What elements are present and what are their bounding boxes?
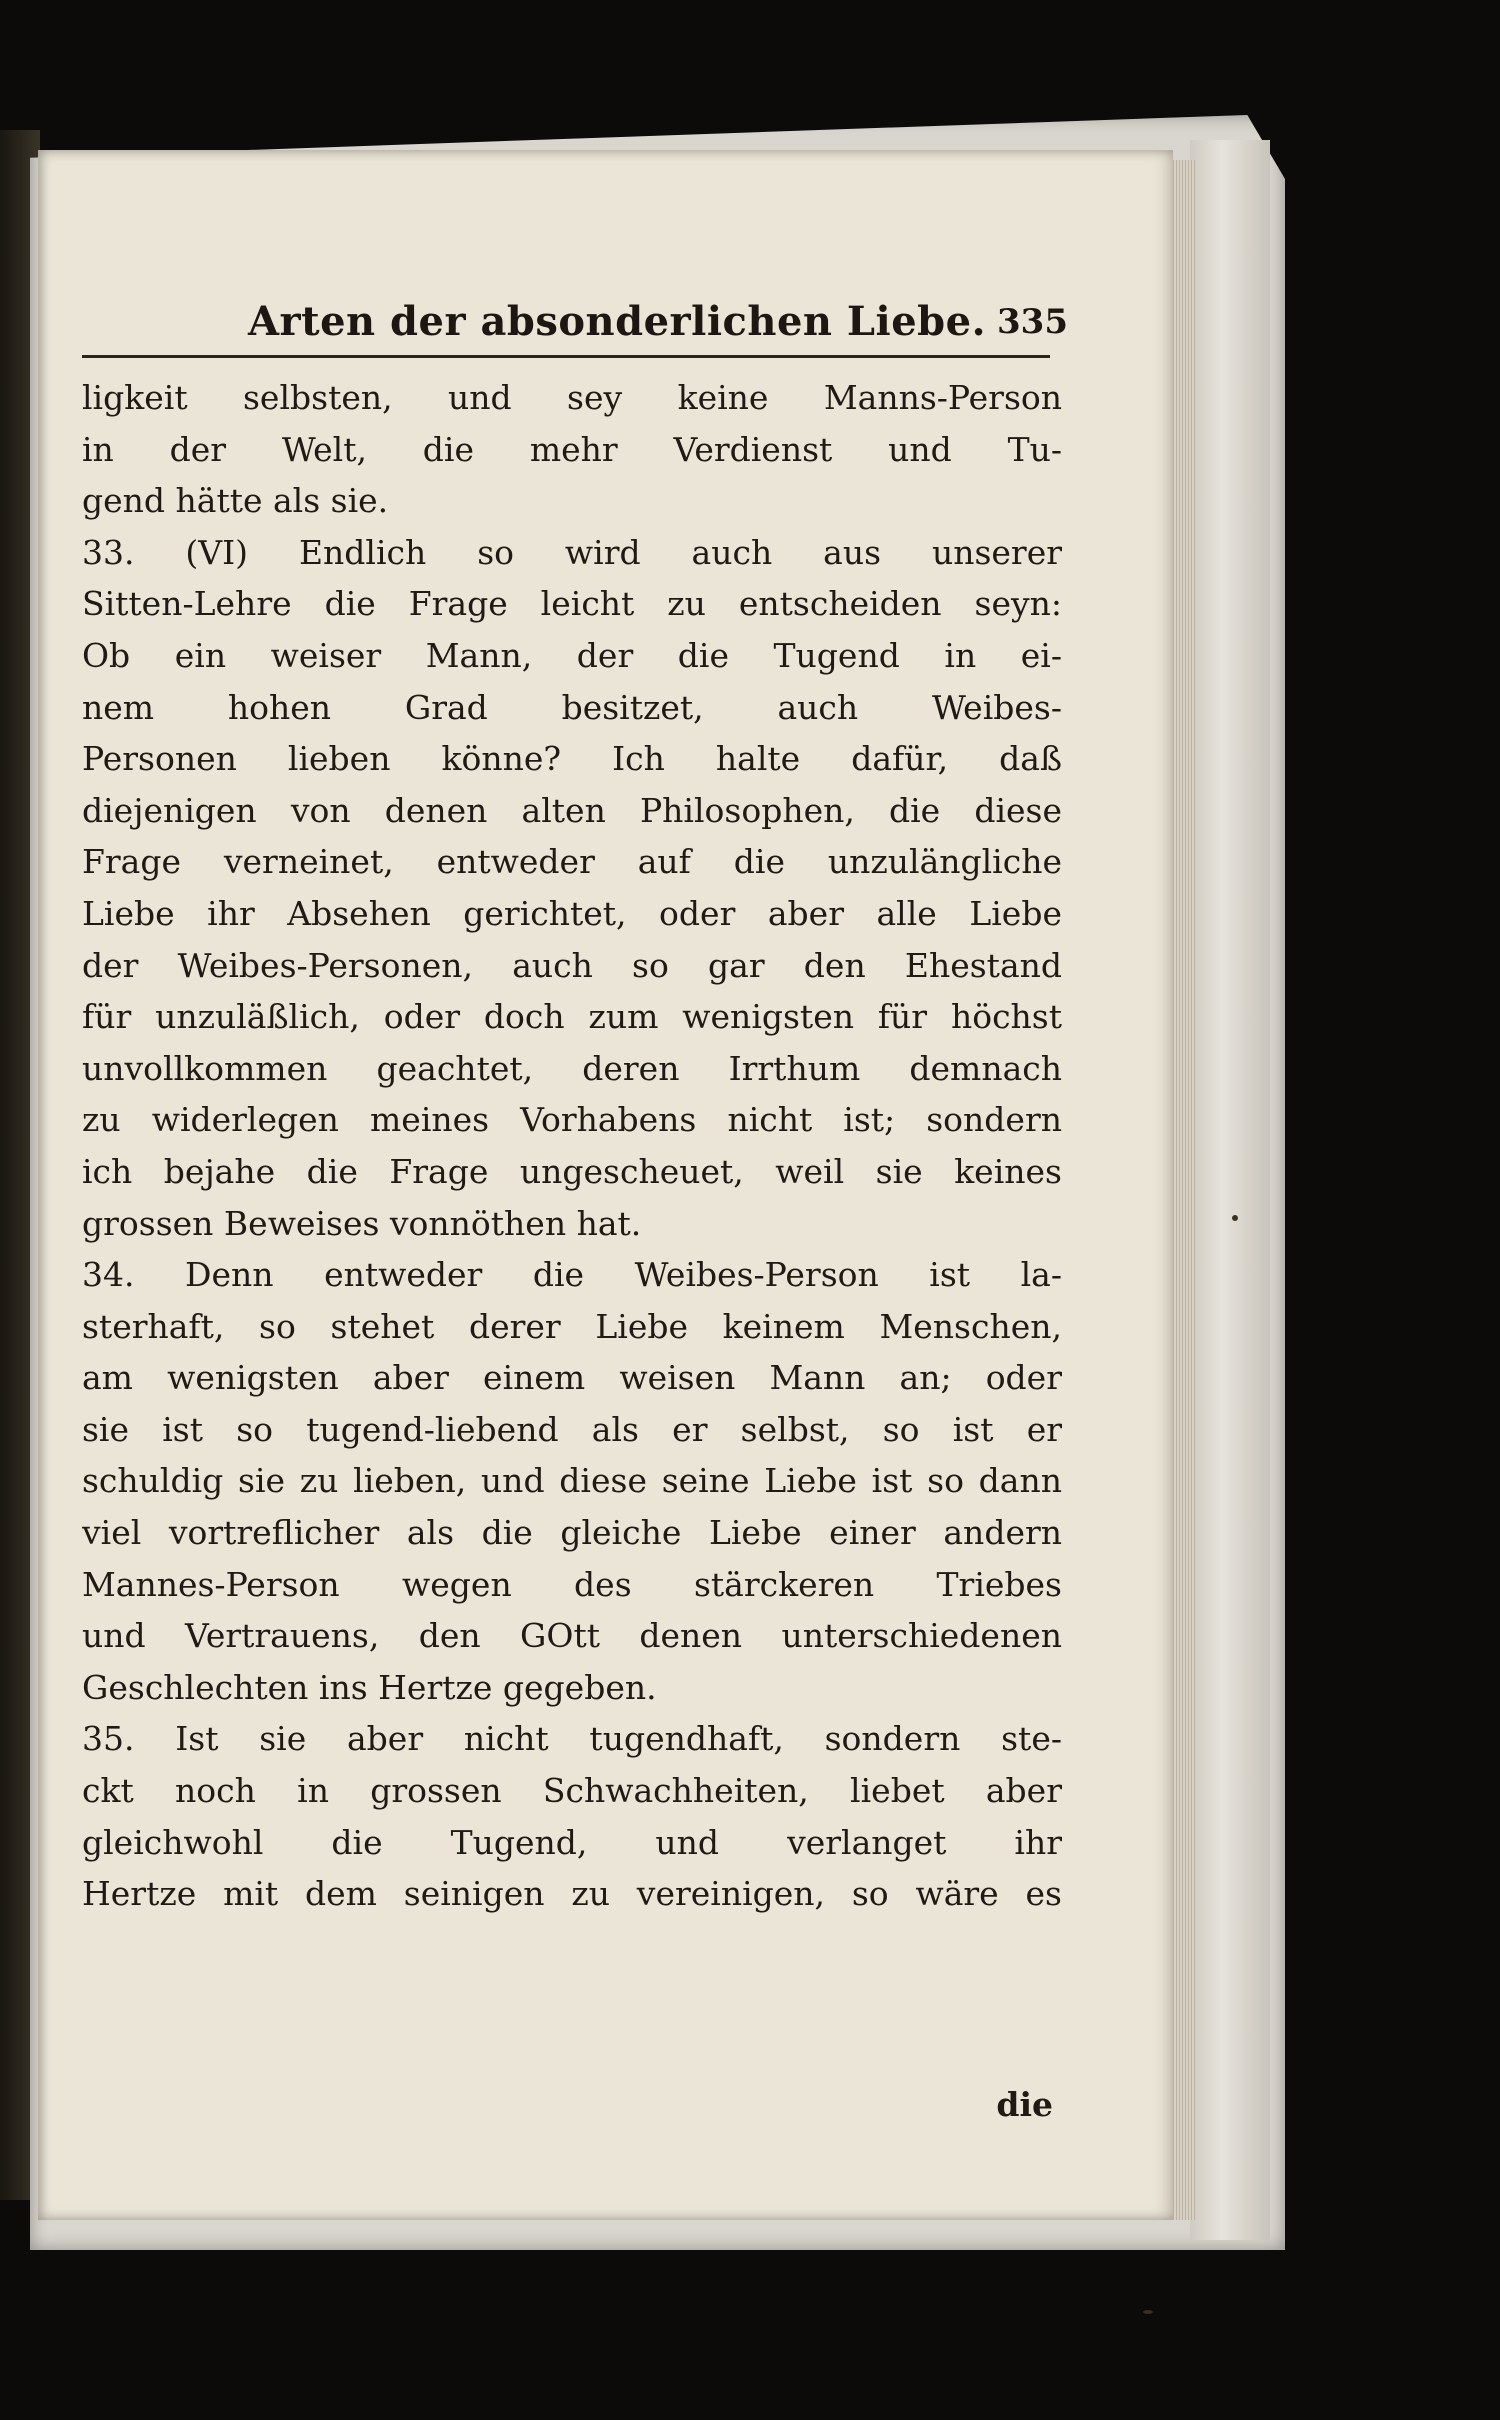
text-line: Hertze mit dem seinigen zu vereinigen, so wäre es [82,1874,1062,1914]
speck [1232,1215,1238,1221]
text-line: Liebe ihr Absehen gerichtet, oder aber alle Liebe [82,893,1062,933]
text-line: der Weibes-Personen, auch so gar den Ehestand [82,945,1062,985]
text-line: 34. Denn entweder die Weibes-Person ist la- [82,1255,1062,1295]
speck [1143,2310,1153,2314]
text-line: ich bejahe die Frage ungescheuet, weil sie keines [82,1151,1062,1191]
text-line: ligkeit selbsten, und sey keine Manns-Person [82,378,1062,417]
text-line: und Vertrauens, den GOtt denen unterschiedenen [82,1616,1062,1656]
text-line: 33. (VI) Endlich so wird auch aus unserer [82,532,1062,572]
text-line: Mannes-Person wegen des stärckeren Triebes [82,1564,1062,1604]
text-line: 35. Ist sie aber nicht tugendhaft, sondern ste- [82,1719,1062,1759]
text-line: sterhaft, so stehet derer Liebe keinem Menschen, [82,1306,1062,1346]
running-header [188,290,1068,350]
page-number: 335 [997,302,1068,342]
book-page [38,150,1173,2220]
text-line: schuldig sie zu lieben, und diese seine Liebe ist so dann [82,1461,1062,1501]
text-line: grossen Beweises vonnöthen hat. [82,1203,642,1243]
text-line: in der Welt, die mehr Verdienst und Tu- [82,429,1062,469]
text-line: nem hohen Grad besitzet, auch Weibes- [82,687,1062,727]
text-line: am wenigsten aber einem weisen Mann an; oder [82,1358,1062,1398]
text-line: gend hätte als sie. [82,481,389,521]
header-title: Arten der absonderlichen Liebe. [248,298,987,345]
text-line: unvollkommen geachtet, deren Irrthum demnach [82,1048,1062,1088]
text-line: zu widerlegen meines Vorhabens nicht ist; sondern [82,1100,1062,1140]
body-text [82,372,1062,1920]
text-line: Frage verneinet, entweder auf die unzulängliche [82,842,1062,882]
catchword: die [996,2085,1053,2124]
cover-edge [1190,140,1270,2240]
text-line: ckt noch in grossen Schwachheiten, liebet aber [82,1771,1062,1811]
text-line: sie ist so tugend-liebend als er selbst, so ist er [82,1409,1062,1449]
text-line: gleichwohl die Tugend, und verlanget ihr [82,1822,1062,1862]
text-line: diejenigen von denen alten Philosophen, die diese [82,790,1062,830]
text-line: Personen lieben könne? Ich halte dafür, daß [82,739,1062,779]
text-line: Ob ein weiser Mann, der die Tugend in ei- [82,635,1062,675]
text-line: Geschlechten ins Hertze gegeben. [82,1667,657,1707]
text-line: viel vortreflicher als die gleiche Liebe einer andern [82,1513,1062,1553]
text-line: Sitten-Lehre die Frage leicht zu entscheiden seyn: [82,584,1062,624]
header-rule [82,355,1050,358]
text-line: für unzuläßlich, oder doch zum wenigsten für höchst [82,997,1062,1037]
